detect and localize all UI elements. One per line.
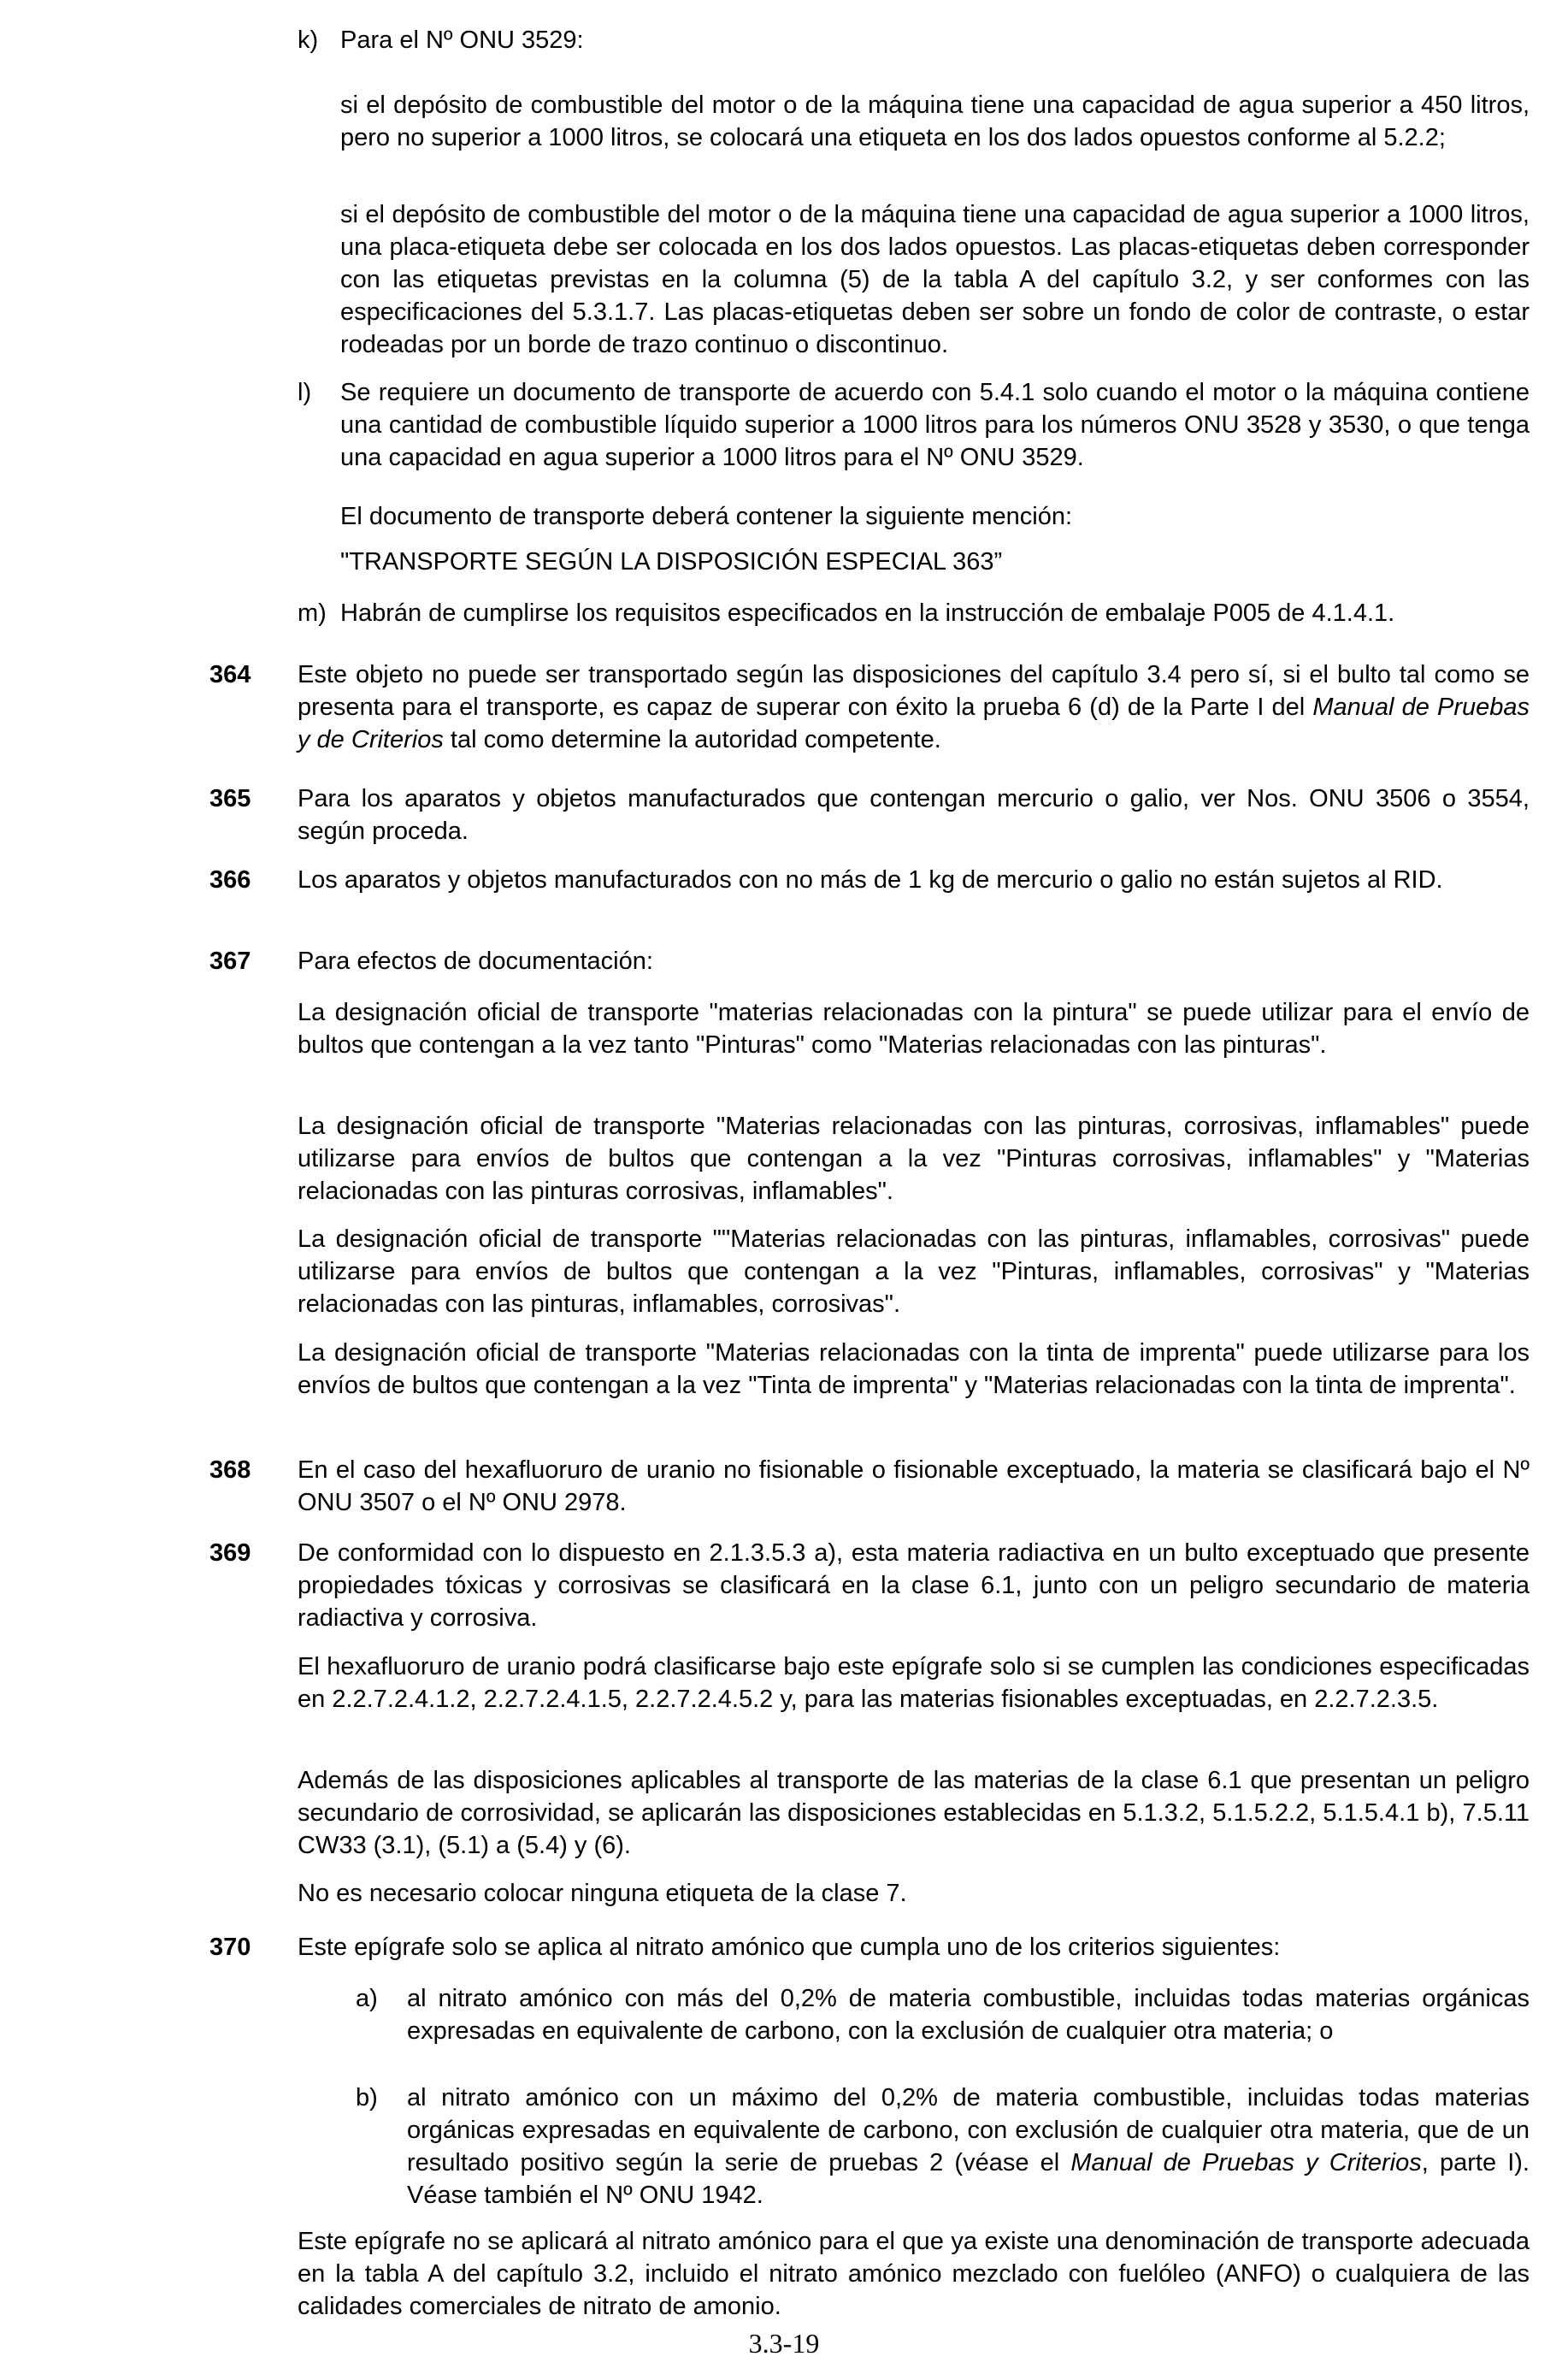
provision-number-369: 369 (209, 1539, 251, 1567)
provision-370-item-a-label: a) (356, 1985, 378, 2012)
item-k-paragraph-1: si el depósito de combustible del motor o de la máquina tiene una capacidad de agua superior a 450 litros, pero no superior a 1000 litros, se colocará una etiqueta en los dos lados opuestos conforme al 5.2.2; (340, 92, 1530, 151)
provision-369-paragraph-2: El hexafluoruro de uranio podrá clasificarse bajo este epígrafe solo si se cumplen las condiciones especificadas en 2.2.7.2.4.1.2, 2.2.7.2.4.1.5, 2.2.7.2.4.5.2 y, para las materias fisionables exceptuadas, en 2.2.7.2.3.5. (298, 1653, 1530, 1713)
provision-368-text: En el caso del hexafluoruro de uranio no fisionable o fisionable exceptuado, la materia se clasificará bajo el Nº ONU 3507 o el Nº ONU 2978. (298, 1456, 1530, 1516)
provision-370-item-a-text: al nitrato amónico con más del 0,2% de materia combustible, incluidas todas materias orgánicas expresadas en equivalente de carbono, con la exclusión de cualquier otra materia; o (407, 1985, 1530, 2045)
provision-number-367: 367 (209, 948, 251, 975)
provision-369-paragraph-4: No es necesario colocar ninguna etiqueta de la clase 7. (298, 1880, 907, 1907)
item-m-label: m) (298, 599, 327, 627)
item-m-paragraph-1: Habrán de cumplirse los requisitos especificados en la instrucción de embalaje P005 de 4.1.4.1. (340, 599, 1395, 627)
provision-370-heading: Este epígrafe solo se aplica al nitrato amónico que cumpla uno de los criterios siguientes: (298, 1934, 1281, 1961)
provision-367-paragraph-4: La designación oficial de transporte "Materias relacionadas con la tinta de imprenta" puede utilizarse para los envíos de bultos que contengan a la vez "Tinta de imprenta" y "Materias relacionadas con la tinta de imprenta". (298, 1339, 1530, 1399)
provision-366-text: Los aparatos y objetos manufacturados con no más de 1 kg de mercurio o galio no están sujetos al RID. (298, 866, 1443, 894)
provision-number-366: 366 (209, 866, 251, 894)
provision-367-heading: Para efectos de documentación: (298, 948, 653, 975)
item-l-label: l) (298, 379, 312, 406)
provision-367-paragraph-2: La designación oficial de transporte "Materias relacionadas con las pinturas, corrosivas, inflamables" puede utilizarse para envíos de bultos que contengan a la vez "Pinturas corrosivas, inflamables" y "Materias relacionadas con las pinturas corrosivas, inflamables". (298, 1113, 1530, 1205)
provision-number-370: 370 (209, 1934, 251, 1961)
provision-367-paragraph-1: La designación oficial de transporte "materias relacionadas con la pintura" se puede utilizar para el envío de bultos que contengan a la vez tanto "Pinturas" como "Materias relacionadas con las pinturas". (298, 999, 1530, 1059)
item-l-paragraph-1: Se requiere un documento de transporte de acuerdo con 5.4.1 solo cuando el motor o la máquina contiene una cantidad de combustible líquido superior a 1000 litros para los números ONU 3528 y 3530, o que tenga una capacidad en agua superior a 1000 litros para el Nº ONU 3529. (340, 379, 1530, 471)
item-l-paragraph-3: "TRANSPORTE SEGÚN LA DISPOSICIÓN ESPECIAL 363” (340, 548, 1003, 576)
item-k-paragraph-2: si el depósito de combustible del motor o de la máquina tiene una capacidad de agua superior a 1000 litros, una placa-etiqueta debe ser colocada en los dos lados opuestos. Las placas-etiquetas deben corresponder con las etiquetas previstas en la columna (5) de la tabla A del capítulo 3.2, y ser conformes con las especificaciones del 5.3.1.7. Las placas-etiquetas deben ser sobre un fondo de color de contraste, o estar rodeadas por un borde de trazo continuo o discontinuo. (340, 201, 1530, 358)
item-k-label: k) (298, 27, 319, 54)
item-l-paragraph-2: El documento de transporte deberá contener la siguiente mención: (340, 503, 1073, 530)
provision-367-paragraph-3: La designación oficial de transporte ""Materias relacionadas con las pinturas, inflamables, corrosivas" puede utilizarse para envíos de bultos que contengan a la vez "Pinturas, inflamables, corrosivas" y "Materias relacionadas con las pinturas, inflamables, corrosivas". (298, 1225, 1530, 1318)
provision-369-paragraph-3: Además de las disposiciones aplicables al transporte de las materias de la clase 6.1 que presentan un peligro secundario de corrosividad, se aplicarán las disposiciones establecidas en 5.1.3.2, 5.1.5.2.2, 5.1.5.4.1 b), 7.5.11 CW33 (3.1), (5.1) a (5.4) y (6). (298, 1767, 1530, 1859)
provision-number-365: 365 (209, 785, 251, 812)
provision-369-paragraph-1: De conformidad con lo dispuesto en 2.1.3.5.3 a), esta materia radiactiva en un bulto exceptuado que presente propiedades tóxicas y corrosivas se clasificará en la clase 6.1, junto con un peligro secundario de materia radiactiva y corrosiva. (298, 1539, 1530, 1632)
provision-370-closing-paragraph: Este epígrafe no se aplicará al nitrato amónico para el que ya existe una denominación de transporte adecuada en la tabla A del capítulo 3.2, incluido el nitrato amónico mezclado con fuelóleo (ANFO) o cualquiera de las calidades comerciales de nitrato de amonio. (298, 2228, 1530, 2320)
provision-364-text: Este objeto no puede ser transportado según las disposiciones del capítulo 3.4 pero sí, si el bulto tal como se presenta para el transporte, es capaz de superar con éxito la prueba 6 (d) de la Parte I del Manual de Pruebas y de Criterios tal como determine la autoridad competente. (298, 661, 1530, 753)
provision-365-text: Para los aparatos y objetos manufacturados que contengan mercurio o galio, ver Nos. ONU 3506 o 3554, según proceda. (298, 785, 1530, 845)
provision-370-item-b-text: al nitrato amónico con un máximo del 0,2% de materia combustible, incluidas todas materias orgánicas expresadas en equivalente de carbono, con exclusión de cualquier otra materia, que de un resultado positivo según la serie de pruebas 2 (véase el Manual de Pruebas y Criterios, parte I). Véase también el Nº ONU 1942. (407, 2084, 1530, 2209)
item-k-heading: Para el Nº ONU 3529: (340, 27, 584, 54)
page-number: 3.3-19 (748, 2328, 820, 2359)
provision-370-item-b-label: b) (356, 2084, 378, 2111)
provision-number-364: 364 (209, 661, 251, 688)
provision-number-368: 368 (209, 1456, 251, 1484)
